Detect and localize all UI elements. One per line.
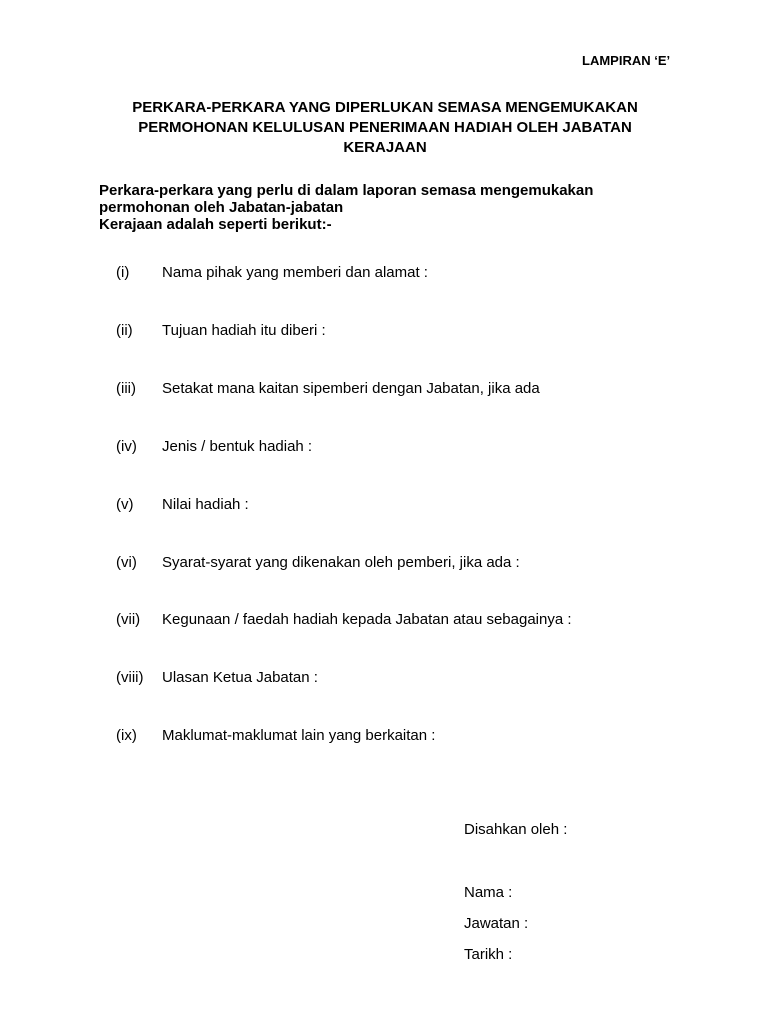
item-text: Jenis / bentuk hadiah : bbox=[162, 438, 313, 455]
certified-by-label: Disahkan oleh : bbox=[464, 821, 568, 838]
title-line-1: PERKARA-PERKARA YANG DIPERLUKAN SEMASA MENGEMUKAKAN bbox=[132, 99, 638, 116]
list-item bbox=[0, 554, 768, 574]
item-number: (ii) bbox=[116, 322, 133, 339]
list-item bbox=[0, 380, 768, 400]
title-line-2: PERMOHONAN KELULUSAN PENERIMAAN HADIAH OLEH JABATAN bbox=[138, 119, 632, 136]
list-item bbox=[0, 611, 768, 631]
item-text: Ulasan Ketua Jabatan : bbox=[162, 669, 318, 686]
list-item bbox=[0, 727, 768, 747]
list-item bbox=[0, 669, 768, 689]
intro-line-2: permohonan oleh Jabatan-jabatan bbox=[99, 199, 344, 216]
item-text: Nilai hadiah : bbox=[162, 496, 249, 513]
item-number: (vi) bbox=[116, 554, 137, 571]
item-number: (v) bbox=[116, 496, 134, 513]
title-line-3: KERAJAAN bbox=[343, 139, 427, 156]
item-number: (iv) bbox=[116, 438, 137, 455]
list-item bbox=[0, 496, 768, 516]
list-item bbox=[0, 264, 768, 284]
item-text: Tujuan hadiah itu diberi : bbox=[162, 322, 326, 339]
item-number: (iii) bbox=[116, 380, 136, 397]
item-number: (vii) bbox=[116, 611, 141, 628]
date-label: Tarikh : bbox=[464, 946, 513, 963]
item-number: (ix) bbox=[116, 727, 137, 744]
list-item bbox=[0, 322, 768, 342]
annex-label: LAMPIRAN ‘E’ bbox=[582, 53, 671, 68]
item-number: (i) bbox=[116, 264, 130, 281]
name-label: Nama : bbox=[464, 884, 513, 901]
item-text: Setakat mana kaitan sipemberi dengan Jabatan, jika ada bbox=[162, 380, 540, 397]
item-number: (viii) bbox=[116, 669, 144, 686]
item-text: Nama pihak yang memberi dan alamat : bbox=[162, 264, 428, 281]
position-label: Jawatan : bbox=[464, 915, 529, 932]
item-text: Kegunaan / faedah hadiah kepada Jabatan atau sebagainya : bbox=[162, 611, 572, 628]
intro-paragraph bbox=[99, 182, 593, 233]
item-text: Maklumat-maklumat lain yang berkaitan : bbox=[162, 727, 436, 744]
document-title bbox=[90, 98, 680, 158]
item-text: Syarat-syarat yang dikenakan oleh pemberi, jika ada : bbox=[162, 554, 520, 571]
intro-line-3: Kerajaan adalah seperti berikut:- bbox=[99, 216, 332, 233]
list-item bbox=[0, 438, 768, 458]
intro-line-1: Perkara-perkara yang perlu di dalam laporan semasa mengemukakan bbox=[99, 182, 594, 199]
